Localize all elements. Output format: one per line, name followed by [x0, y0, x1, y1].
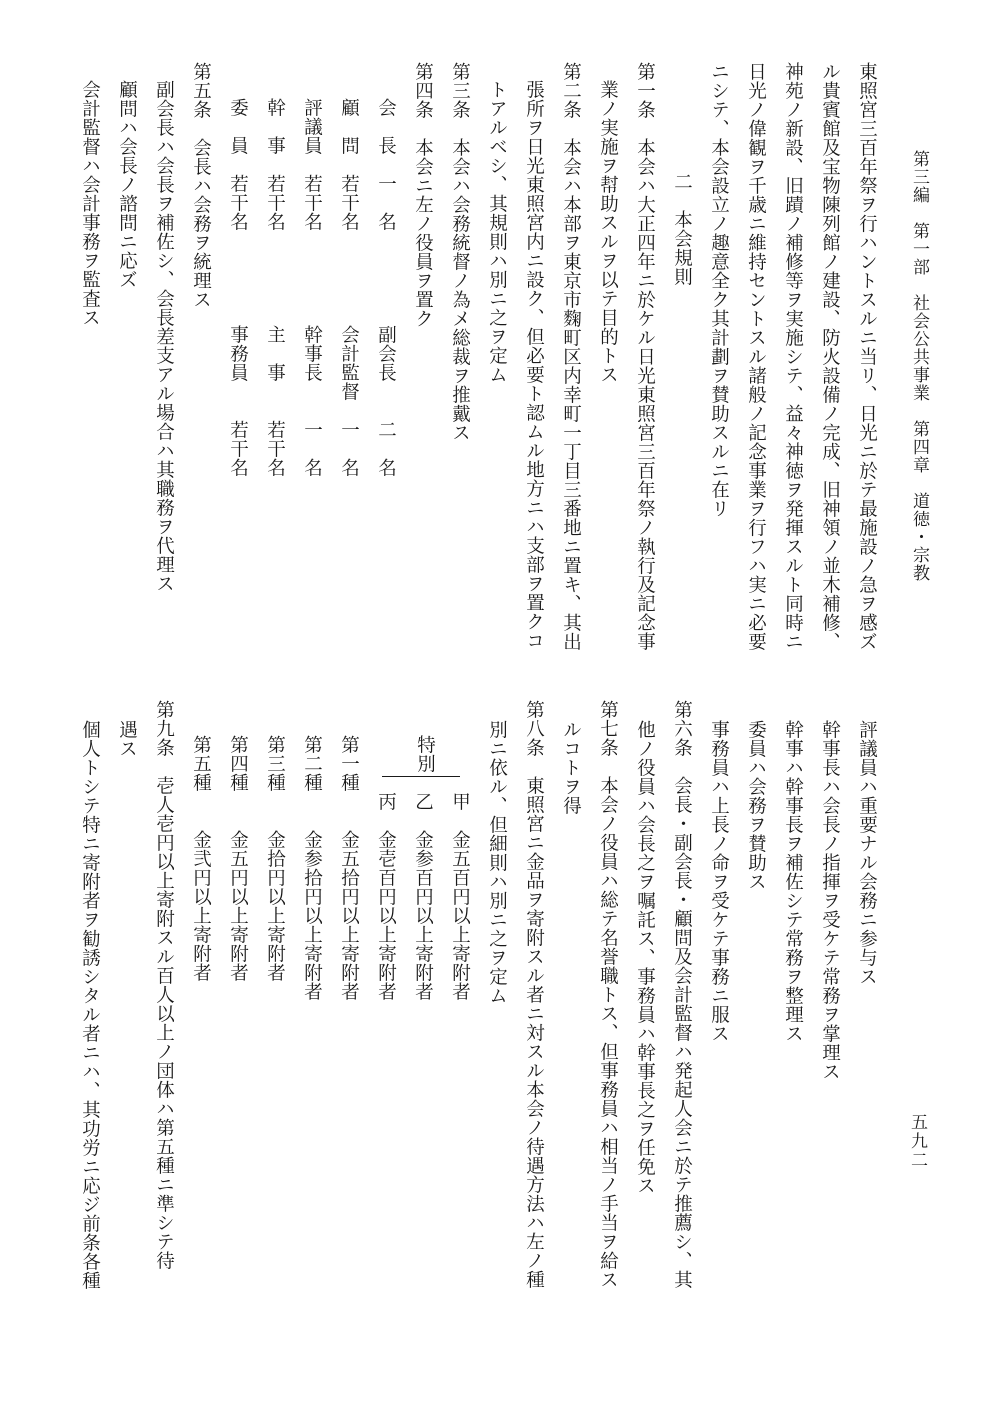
- grade-value: 金弐円以上寄附者: [190, 830, 212, 982]
- article-line: 遇ス: [116, 720, 138, 758]
- special-key: 甲: [449, 792, 471, 811]
- article-line: 第一条 本会ハ大正四年ニ於ケル日光東照宮三百年祭ノ執行及記念事: [634, 62, 656, 651]
- officer-entry: 評議員 若干名: [301, 98, 323, 231]
- intro-line: 神苑ノ新設、旧蹟ノ補修等ヲ実施シテ、益々神徳ヲ発揮スルト同時ニ: [782, 62, 804, 651]
- duty-line: 幹事長ハ会長ノ指揮ヲ受ケテ常務ヲ掌理ス: [819, 720, 841, 1081]
- officer-entry: 会計監督 一 名: [338, 325, 360, 477]
- intro-line: ニシテ、本会設立ノ趣意全ク其計劃ヲ賛助スルニ在リ: [708, 62, 730, 518]
- grade-value: 金拾円以上寄附者: [264, 830, 286, 982]
- special-key: 丙: [375, 792, 397, 811]
- article-line: 顧問ハ会長ノ諮問ニ応ズ: [116, 80, 138, 289]
- article-line: 第四条 本会ニ左ノ役員ヲ置ク: [412, 62, 434, 328]
- duty-line: 事務員ハ上長ノ命ヲ受ケテ事務ニ服ス: [708, 720, 730, 1043]
- officer-entry: 顧 問 若干名: [338, 98, 360, 231]
- officer-entry: 会 長 一 名: [375, 98, 397, 231]
- officer-entry: 幹 事 若干名: [264, 98, 286, 231]
- officer-entry: 事務員 若干名: [227, 325, 249, 477]
- officer-entry: 副会長 二 名: [375, 325, 397, 477]
- grade-value: 金参拾円以上寄附者: [301, 830, 323, 1001]
- grade-key: 第四種: [227, 735, 249, 792]
- article-line: 張所ヲ日光東照宮内ニ設ク、但必要ト認ムル地方ニハ支部ヲ置クコ: [523, 80, 545, 650]
- officer-entry: 幹事長 一 名: [301, 325, 323, 477]
- article-line: 第八条 東照宮ニ金品ヲ寄附スル者ニ対スル本会ノ待遇方法ハ左ノ種: [523, 700, 545, 1289]
- article-line: 個人トシテ特ニ寄附者ヲ勧誘シタル者ニハ、其功労ニ応ジ前条各種: [79, 720, 101, 1290]
- article-line: 別ニ依ル、但細則ハ別ニ之ヲ定ム: [486, 720, 508, 1005]
- officer-entry: 主 事 若干名: [264, 325, 286, 477]
- grade-value: 金五円以上寄附者: [227, 830, 249, 982]
- article-line: 副会長ハ会長ヲ補佐シ、会長差支アル場合ハ其職務ヲ代理ス: [153, 80, 175, 593]
- article-line: 第二条 本会ハ本部ヲ東京市麴町区内幸町一丁目三番地ニ置キ、其出: [560, 62, 582, 651]
- article-line: 第五条 会長ハ会務ヲ統理ス: [190, 62, 212, 309]
- running-header: 第三編 第一部 社会公共事業 第四章 道徳・宗教: [909, 150, 929, 582]
- special-value: 金壱百円以上寄附者: [375, 830, 397, 1001]
- article-line: 会計監督ハ会計事務ヲ監査ス: [79, 80, 101, 327]
- article-line: 第九条 壱人壱円以上寄附スル百人以上ノ団体ハ第五種ニ準シテ待: [153, 700, 175, 1270]
- page-number: 五九二: [907, 1113, 927, 1170]
- intro-line: ル貴賓館及宝物陳列館ノ建設、防火設備ノ完成、旧神領ノ並木補修、: [819, 62, 841, 651]
- special-brace: [382, 776, 460, 789]
- article-line: 第七条 本会ノ役員ハ総テ名誉職トス、但事務員ハ相当ノ手当ヲ給ス: [597, 700, 619, 1289]
- special-value: 金五百円以上寄附者: [449, 830, 471, 1001]
- article-line: ルコトヲ得: [560, 720, 582, 815]
- article-line: 第三条 本会ハ会務統督ノ為メ総裁ヲ推戴ス: [449, 62, 471, 442]
- article-line: 他ノ役員ハ会長之ヲ嘱託ス、事務員ハ幹事長之ヲ任免ス: [634, 720, 656, 1195]
- grade-key: 第五種: [190, 735, 212, 792]
- article-line: 第六条 会長・副会長・顧問及会計監督ハ発起人会ニ於テ推薦シ、其: [671, 700, 693, 1289]
- grade-key: 第一種: [338, 735, 360, 792]
- duty-line: 幹事ハ幹事長ヲ補佐シテ常務ヲ整理ス: [782, 720, 804, 1043]
- duty-line: 委員ハ会務ヲ賛助ス: [745, 720, 767, 891]
- intro-line: 東照宮三百年祭ヲ行ハントスルニ当リ、日光ニ於テ最施設ノ急ヲ感ズ: [856, 62, 878, 651]
- special-value: 金参百円以上寄附者: [412, 830, 434, 1001]
- article-line: トアルベシ、其規則ハ別ニ之ヲ定ム: [486, 80, 508, 384]
- special-key: 乙: [412, 792, 434, 811]
- article-line: 業ノ実施ヲ幇助スルヲ以テ目的トス: [597, 80, 619, 384]
- special-label: 特別: [414, 735, 436, 773]
- officer-entry: 委 員 若干名: [227, 98, 249, 231]
- grade-key: 第二種: [301, 735, 323, 792]
- grade-value: 金五拾円以上寄附者: [338, 830, 360, 1001]
- grade-key: 第三種: [264, 735, 286, 792]
- intro-line: 日光ノ偉観ヲ千歳ニ維持セントスル諸般ノ記念事業ヲ行フハ実ニ必要: [745, 62, 767, 651]
- section-title: 二 本会規則: [671, 172, 693, 286]
- duty-line: 評議員ハ重要ナル会務ニ参与ス: [856, 720, 878, 986]
